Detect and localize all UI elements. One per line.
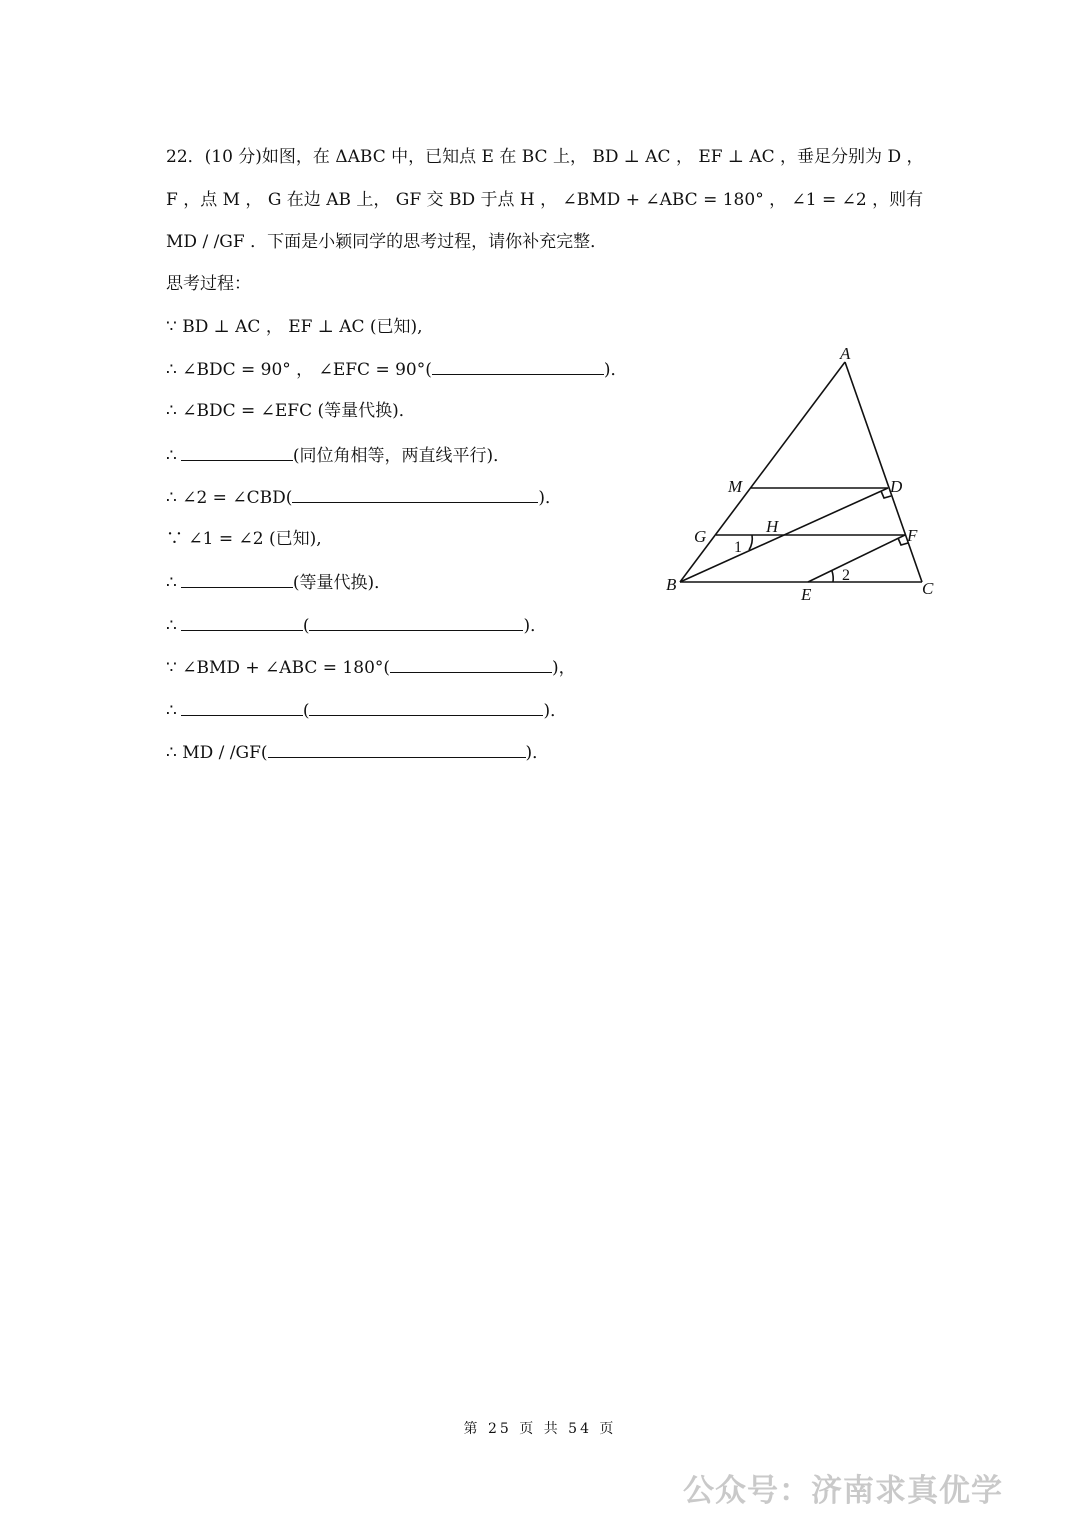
problem-line-2: F ，点 M ， G 在边 AB 上， GF 交 BD 于点 H ， ∠BMD + ∠ABC = 180° ， ∠1 = ∠2 ，则有: [166, 190, 924, 210]
step-text: ∴ ∠2 = ∠CBD(: [166, 488, 293, 508]
step-2: [166, 356, 628, 382]
step-9: [166, 654, 576, 680]
step-5: [166, 484, 562, 510]
label-b: B: [666, 575, 677, 594]
angle-2-arc: [832, 571, 833, 582]
step-text: )．: [525, 743, 550, 763]
label-m: M: [728, 477, 743, 496]
step-text: )，: [552, 658, 576, 678]
angle-1-label: 1: [734, 539, 742, 556]
answer-blank[interactable]: [181, 442, 293, 461]
step-10: [166, 697, 567, 723]
page-footer: 第 25 页 共 54 页: [463, 1421, 617, 1437]
step-text: )．: [538, 488, 562, 508]
step-7: [166, 569, 391, 595]
triangle-figure: [660, 340, 950, 610]
step-1: [166, 315, 423, 339]
label-c: C: [922, 579, 934, 598]
label-f: F: [907, 526, 918, 545]
watermark: 公众号：济南求真优学: [683, 1473, 1003, 1509]
step-text: )．: [523, 616, 548, 636]
label-d: D: [890, 477, 903, 496]
label-a: A: [840, 344, 851, 363]
answer-blank[interactable]: [309, 612, 523, 631]
answer-blank[interactable]: [181, 612, 303, 631]
answer-blank[interactable]: [181, 697, 303, 716]
label-h: H: [766, 517, 779, 536]
answer-blank[interactable]: [181, 569, 293, 588]
step-text: ∴: [166, 446, 177, 466]
label-g: G: [694, 527, 707, 546]
step-text: ∴: [166, 573, 177, 593]
step-3: [166, 399, 416, 423]
answer-blank[interactable]: [268, 739, 526, 758]
segment-ef: [808, 535, 905, 582]
label-e: E: [801, 585, 812, 604]
step-text: ∴ ∠BDC = 90° ， ∠EFC = 90°(: [166, 360, 432, 380]
answer-blank[interactable]: [292, 484, 538, 503]
step-text: (同位角相等，两直线平行)．: [292, 446, 511, 466]
step-11: [166, 739, 549, 765]
side-ac: [845, 362, 922, 582]
step-text: ∵ ∠BMD + ∠ABC = 180°(: [166, 658, 391, 678]
step-8: [166, 612, 547, 638]
step-text: ∴: [166, 616, 177, 636]
step-text: ∵ BD ⊥ AC ， EF ⊥ AC (已知),: [166, 317, 423, 337]
step-text: ∴ ∠BDC = ∠EFC (等量代换)．: [166, 401, 416, 421]
step-4: [166, 442, 510, 468]
step-text: ∴ MD / /GF(: [166, 743, 268, 763]
step-text: )．: [603, 360, 628, 380]
answer-blank[interactable]: [432, 356, 604, 375]
side-ab: [680, 362, 845, 582]
angle-2-label: 2: [842, 567, 850, 584]
step-text: (: [302, 701, 310, 721]
step-text: ∴: [166, 701, 177, 721]
problem-line-1: 22．(10 分)如图，在 ΔABC 中，已知点 E 在 BC 上， BD ⊥ AC ， EF ⊥ AC ，垂足分别为 D ，: [166, 147, 924, 167]
problem-line-3: MD / /GF ．下面是小颖同学的思考过程，请你补充完整．: [166, 232, 608, 252]
step-text: ∵ ∠1 = ∠2 (已知),: [166, 529, 322, 549]
step-text: )．: [543, 701, 568, 721]
step-text: (: [302, 616, 310, 636]
step-6: [166, 527, 322, 551]
answer-blank[interactable]: [309, 697, 543, 716]
angle-1-arc: [749, 535, 752, 550]
answer-blank[interactable]: [390, 654, 552, 673]
step-text: (等量代换)．: [292, 573, 392, 593]
process-heading: 思考过程：: [166, 274, 251, 294]
